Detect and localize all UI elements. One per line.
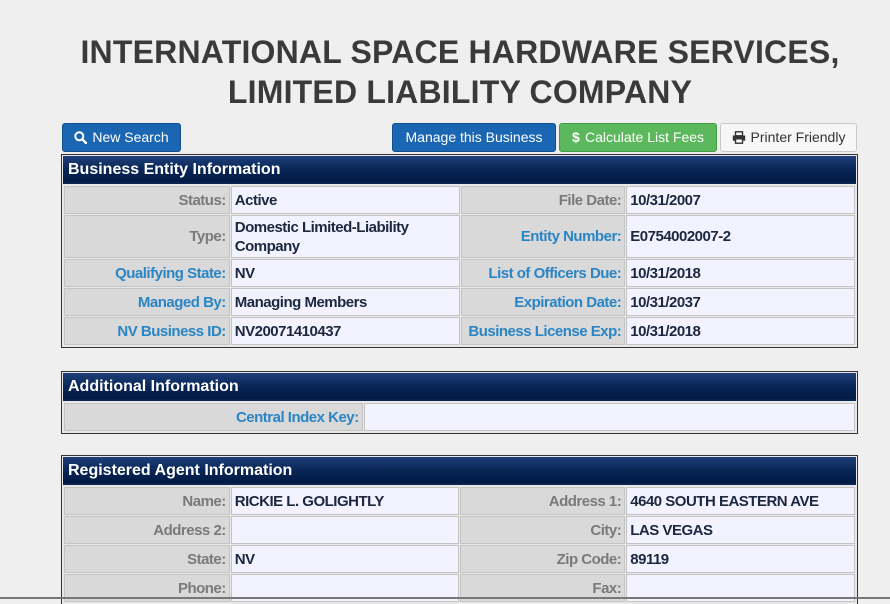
new-search-label: New Search	[92, 129, 169, 145]
agent-address1-label: Address 1:	[460, 487, 625, 515]
page-title-line-2: LIMITED LIABILITY COMPANY	[227, 74, 693, 110]
managed-by-value: Managing Members	[231, 288, 460, 316]
table-row	[64, 317, 855, 345]
manage-business-button[interactable]	[392, 123, 556, 152]
page-title	[0, 32, 890, 112]
search-icon	[74, 131, 87, 144]
file-date-value: 10/31/2007	[626, 186, 855, 214]
expiration-date-label[interactable]: Expiration Date:	[461, 288, 626, 316]
additional-info-section	[61, 371, 858, 434]
entity-number-label[interactable]: Entity Number:	[461, 215, 626, 258]
agent-fax-label: Fax:	[460, 574, 625, 602]
agent-name-label: Name:	[64, 487, 230, 515]
agent-address2-value	[231, 516, 460, 544]
agent-address1-value: 4640 SOUTH EASTERN AVE	[626, 487, 855, 515]
table-row	[64, 186, 855, 214]
printer-friendly-label: Printer Friendly	[750, 129, 846, 145]
qualifying-state-label[interactable]: Qualifying State:	[64, 259, 230, 287]
agent-zip-value: 89119	[626, 545, 855, 573]
expiration-date-value: 10/31/2037	[626, 288, 855, 316]
table-row	[64, 259, 855, 287]
manage-business-label: Manage this Business	[405, 129, 543, 145]
list-of-officers-due-label[interactable]: List of Officers Due:	[461, 259, 626, 287]
additional-info-header: Additional Information	[63, 373, 856, 401]
agent-address2-label: Address 2:	[64, 516, 230, 544]
printer-friendly-button[interactable]	[720, 123, 857, 152]
central-index-key-value	[364, 403, 855, 431]
agent-state-value: NV	[231, 545, 460, 573]
business-entity-section	[61, 154, 858, 348]
agent-city-label: City:	[460, 516, 625, 544]
page-title-line-1: INTERNATIONAL SPACE HARDWARE SERVICES,	[80, 34, 840, 70]
nv-business-id-label[interactable]: NV Business ID:	[64, 317, 230, 345]
new-search-button[interactable]	[62, 123, 181, 152]
table-row	[64, 516, 855, 544]
dollar-icon	[572, 130, 581, 144]
registered-agent-header: Registered Agent Information	[63, 457, 856, 485]
nv-business-id-value: NV20071410437	[231, 317, 460, 345]
agent-name-value: RICKIE L. GOLIGHTLY	[231, 487, 460, 515]
central-index-key-label[interactable]: Central Index Key:	[64, 403, 363, 431]
managed-by-label[interactable]: Managed By:	[64, 288, 230, 316]
table-row	[64, 288, 855, 316]
table-row	[64, 403, 855, 431]
printer-icon	[732, 131, 746, 144]
entity-number-value: E0754002007-2	[626, 215, 855, 258]
additional-info-table	[63, 402, 856, 432]
table-row	[64, 545, 855, 573]
business-entity-header: Business Entity Information	[63, 156, 856, 184]
type-value: Domestic Limited-Liability Company	[231, 215, 460, 258]
list-of-officers-due-value: 10/31/2018	[626, 259, 855, 287]
table-row	[64, 487, 855, 515]
qualifying-state-value: NV	[231, 259, 460, 287]
business-license-exp-label[interactable]: Business License Exp:	[461, 317, 626, 345]
agent-phone-label: Phone:	[64, 574, 230, 602]
file-date-label: File Date:	[461, 186, 626, 214]
calculate-list-fees-label: Calculate List Fees	[584, 129, 705, 145]
type-label: Type:	[64, 215, 230, 258]
status-value: Active	[231, 186, 460, 214]
calculate-list-fees-button[interactable]	[559, 123, 717, 152]
business-entity-table	[63, 185, 856, 346]
registered-agent-table	[63, 486, 856, 603]
agent-city-value: LAS VEGAS	[626, 516, 855, 544]
svg-text:$: $	[571, 130, 580, 144]
agent-state-label: State:	[64, 545, 230, 573]
registered-agent-section	[61, 455, 858, 604]
business-license-exp-value: 10/31/2018	[626, 317, 855, 345]
table-row	[64, 215, 855, 258]
agent-zip-label: Zip Code:	[460, 545, 625, 573]
status-label: Status:	[64, 186, 230, 214]
